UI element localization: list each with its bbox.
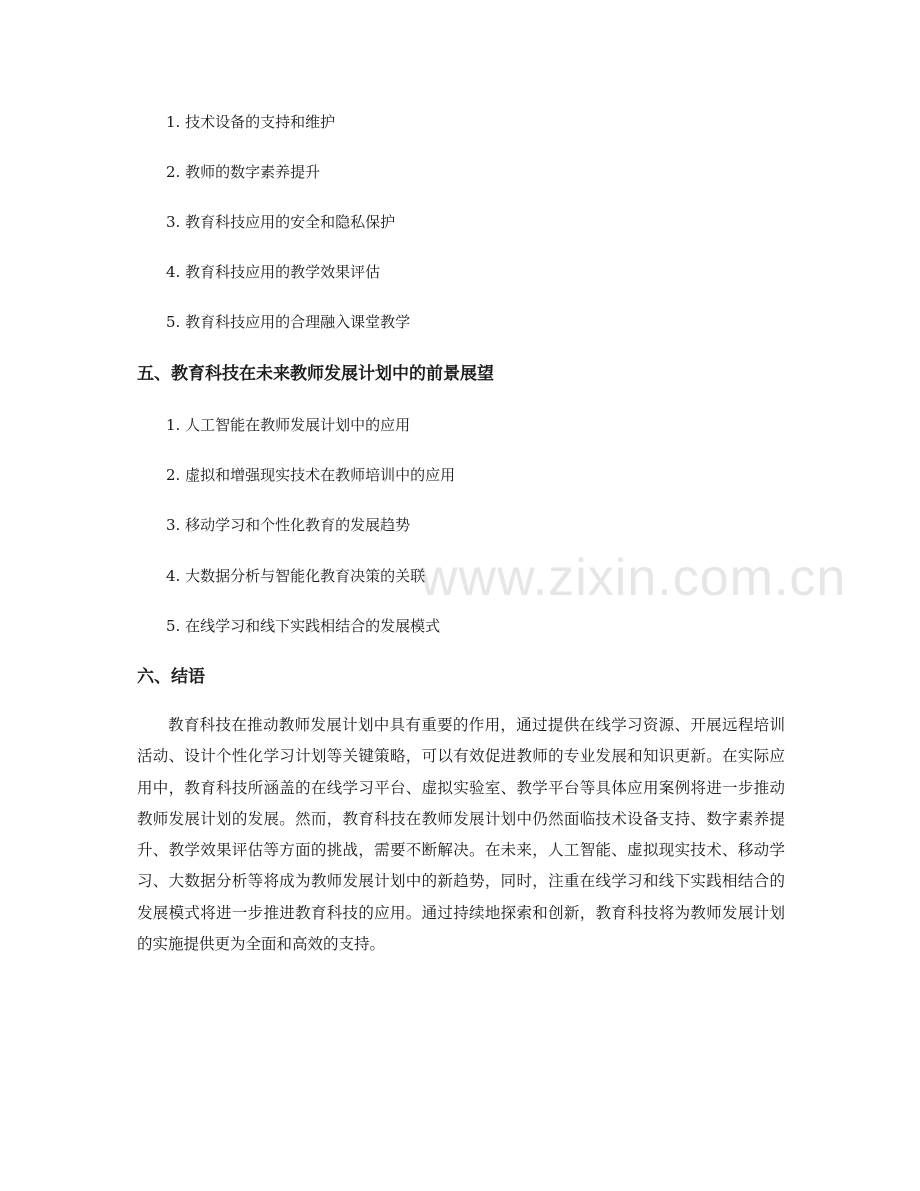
section-heading: 六、结语 [137, 667, 205, 687]
list-item: 1. 人工智能在教师发展计划中的应用 [166, 416, 411, 434]
list-item: 5. 在线学习和线下实践相结合的发展模式 [166, 617, 441, 635]
watermark: www.zixin.com.cn [420, 549, 847, 607]
list-item: 3. 移动学习和个性化教育的发展趋势 [166, 516, 411, 534]
conclusion-paragraph: 教育科技在推动教师发展计划中具有重要的作用，通过提供在线学习资源、开展远程培训活动、设计个性化学习计划等关键策略，可以有效促进教师的专业发展和知识更新。在实际应用中，教育科技所涵盖的在线学习平台、虚拟实验室、教学平台等具体应用案例将进一步推动教师发展计划的发展。然而，教育科技在教师发展计划中仍然面临技术设备支持、数字素养提升、教学效果评估等方面的挑战，需要不断解决。在未来，人工智能、虚拟现实技术、移动学习、大数据分析等将成为教师发展计划中的新趋势，同时，注重在线学习和线下实践相结合的发展模式将进一步推进教育科技的应用。通过持续地探索和创新，教育科技将为教师发展计划的实施提供更为全面和高效的支持。 [137, 716, 785, 954]
section-heading: 五、教育科技在未来教师发展计划中的前景展望 [137, 364, 494, 384]
list-item: 5. 教育科技应用的合理融入课堂教学 [166, 313, 411, 331]
list-item: 1. 技术设备的支持和维护 [166, 113, 336, 131]
list-item: 3. 教育科技应用的安全和隐私保护 [166, 213, 396, 231]
list-item: 2. 教师的数字素养提升 [166, 163, 321, 181]
list-item: 4. 教育科技应用的教学效果评估 [166, 263, 381, 281]
list-item: 4. 大数据分析与智能化教育决策的关联 [166, 567, 426, 585]
list-item: 2. 虚拟和增强现实技术在教师培训中的应用 [166, 466, 456, 484]
